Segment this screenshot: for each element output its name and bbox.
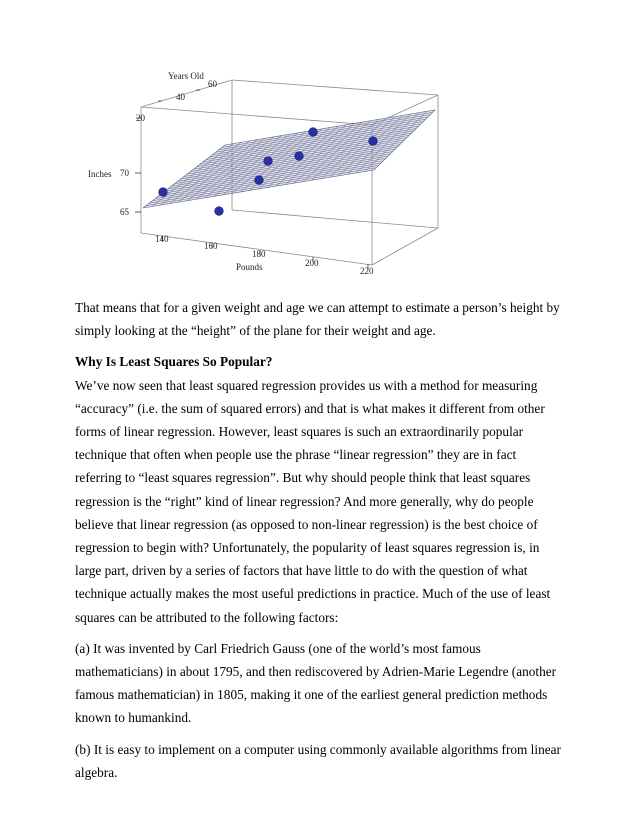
paragraph-factor-b: (b) It is easy to implement on a computer using commonly available algorithms from linear algebra. <box>75 741 561 780</box>
data-point <box>369 137 378 146</box>
document-body <box>75 296 565 784</box>
years-tick-60: 60 <box>208 79 217 89</box>
years-tick-40: 40 <box>176 92 185 102</box>
paragraph-why-popular: We’ve now seen that least squared regression provides us with a method for measuring “accuracy” (i.e. the sum of squared errors) and that is what makes it different from other forms of linear regression. However, least squares is such an extraordinarily popular technique that often when people use the phrase “linear regression” they are in fact referring to “least squares regression”. But why should people think that least squares regression is the “right” kind of linear regression? And more generally, why do people believe that linear regression (as opposed to non-linear regression) is the best choice of regression to begin with? Unfortunately, the popularity of least squares regression is, in large part, driven by a series of factors that have little to do with the question of what technique actually makes the most useful predictions in practice. Much of the use of least squares can be attributed to the following factors: <box>75 377 551 625</box>
regression-plane-3d-figure <box>0 0 638 290</box>
pounds-tick-140: 140 <box>155 234 169 244</box>
years-tick-20: 20 <box>136 113 145 123</box>
section-heading: Why Is Least Squares So Popular? <box>75 354 273 370</box>
data-point <box>309 128 318 137</box>
pounds-tick-200: 200 <box>305 258 319 268</box>
years-axis-label: Years Old <box>168 71 204 81</box>
pounds-axis-label: Pounds <box>236 262 263 272</box>
regression-plane <box>143 110 435 208</box>
inches-tick-65: 65 <box>120 207 129 217</box>
pounds-tick-180: 180 <box>252 249 266 259</box>
data-point <box>264 157 273 166</box>
pounds-tick-220: 220 <box>360 266 374 276</box>
pounds-tick-160: 160 <box>204 241 218 251</box>
data-point <box>295 152 304 161</box>
data-point <box>159 188 168 197</box>
inches-tick-70: 70 <box>120 168 129 178</box>
paragraph-factor-a: (a) It was invented by Carl Friedrich Gauss (one of the world’s most famous mathematicians) in about 1795, and then rediscovered by Adrien-Marie Legendre (another famous mathematician) in 1805, making it one of the earliest general prediction methods known to humankind. <box>75 640 557 726</box>
data-point <box>215 207 224 216</box>
inches-axis-label: Inches <box>88 169 112 179</box>
data-point <box>255 176 264 185</box>
paragraph-plane-interpretation: That means that for a given weight and age we can attempt to estimate a person’s height by simply looking at the “height” of the plane for their weight and age. <box>75 300 560 339</box>
